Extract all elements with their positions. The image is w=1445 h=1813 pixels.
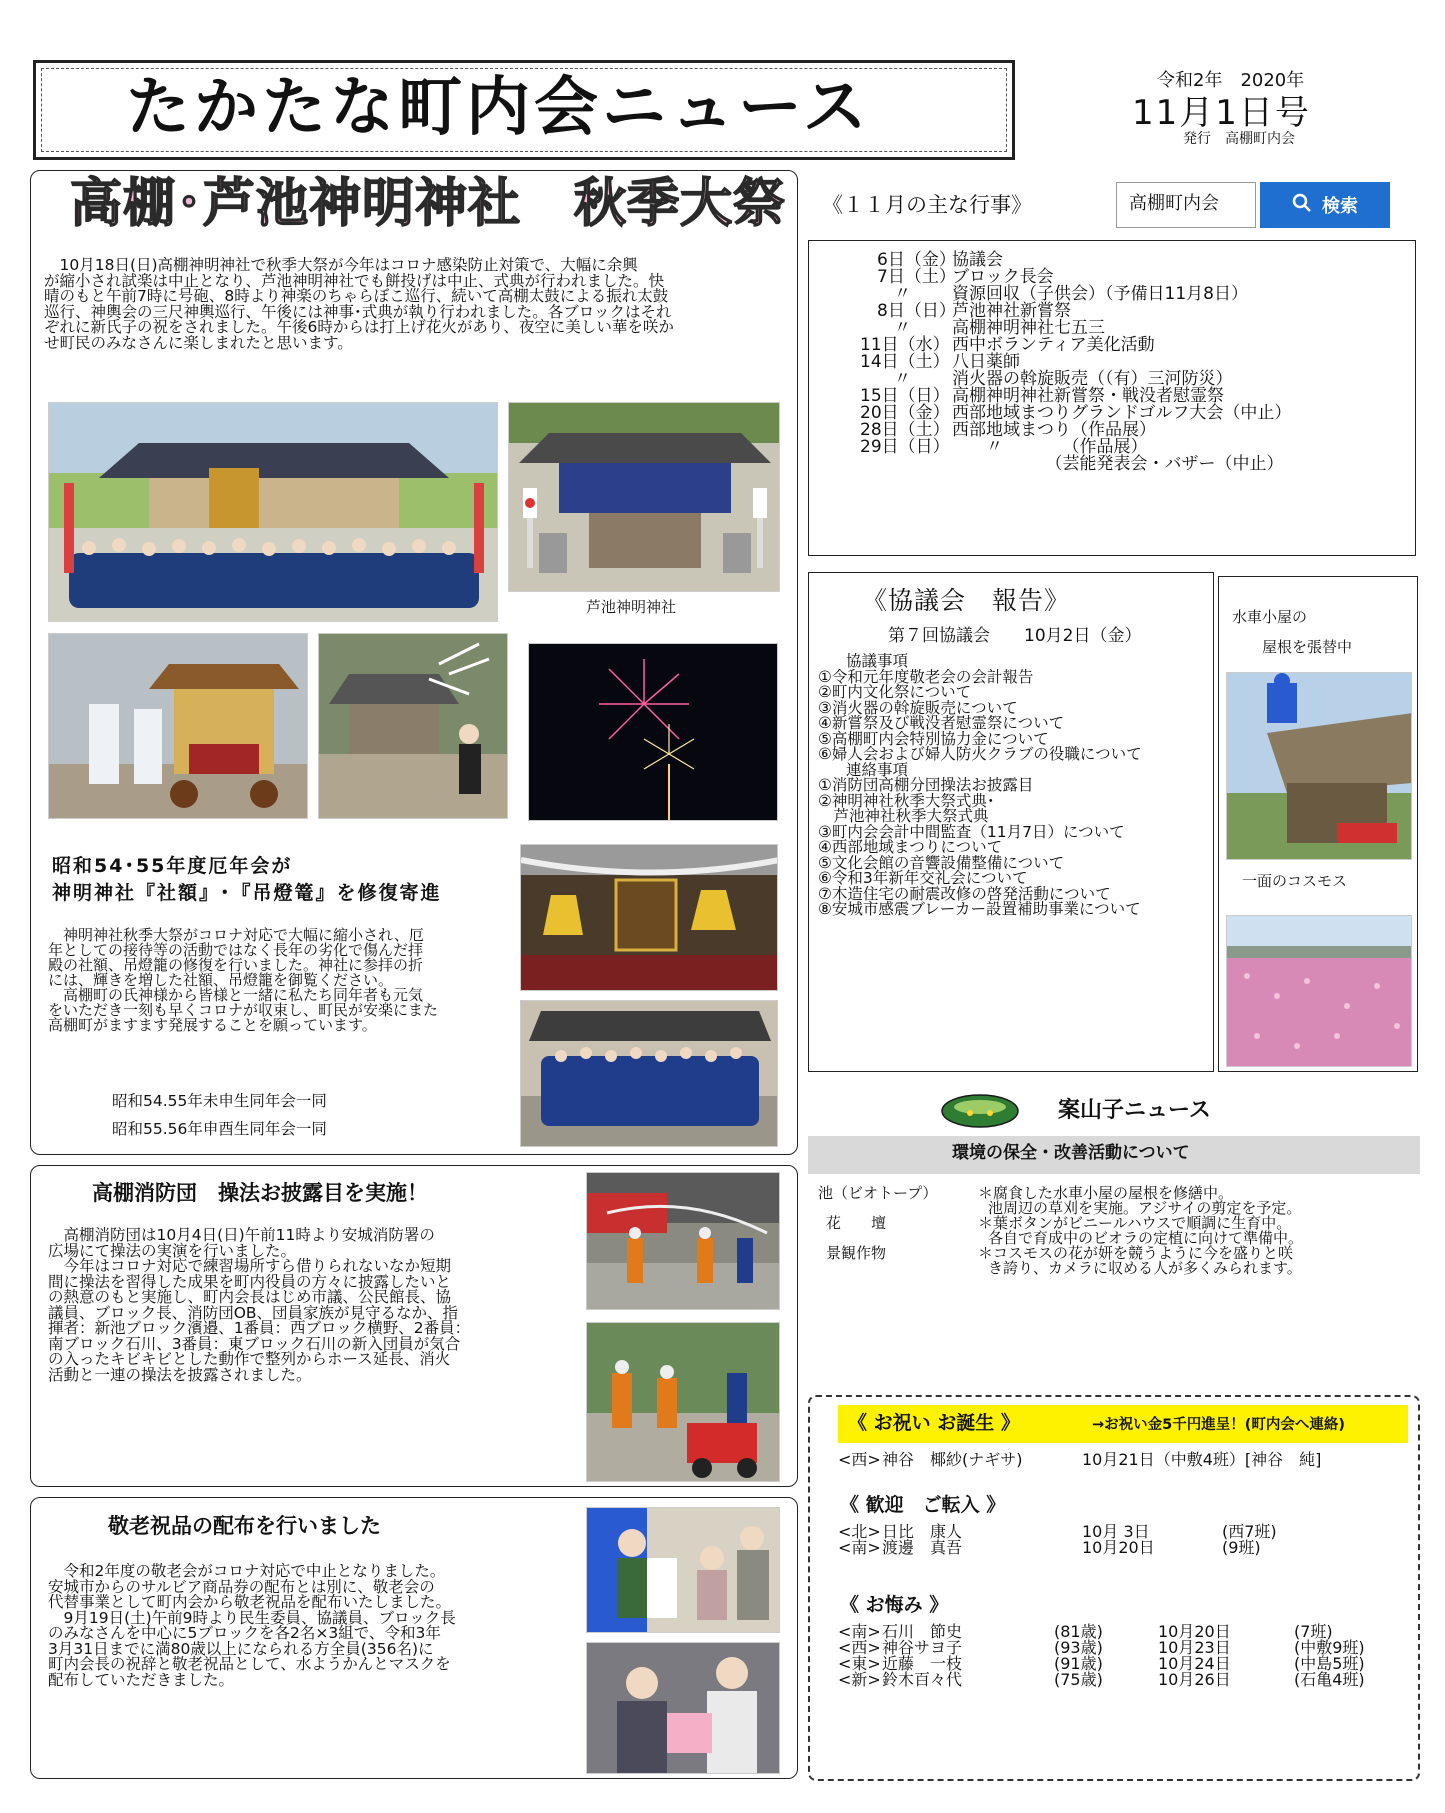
- gift-delivery-photo-1: [586, 1507, 780, 1633]
- fire-drill-photo-1: [586, 1172, 780, 1310]
- event-row: 29日（日） 〃 （作品展）: [860, 437, 1148, 457]
- fire-brigade-body: [48, 1228, 568, 1383]
- fire-text-line: の熱意のもと実施し、町内会長はじめ市議、公民館長、協: [48, 1288, 452, 1306]
- condolence-row: <東>近藤 一枝 (91歳) 10月24日 (中島5班): [838, 1654, 1365, 1673]
- welcome-heading: 《 歓迎 ご転入 》: [840, 1494, 1006, 1516]
- fire-drill-photo-2: [586, 1322, 780, 1482]
- events-list: [860, 252, 1291, 473]
- birth-heading: 《 お祝い お誕生 》: [848, 1412, 1020, 1434]
- scarecrow-news-subtitle: 環境の保全・改善活動について: [952, 1143, 1190, 1163]
- contact-item: ⑥令和3年新年交礼会について: [818, 869, 1028, 887]
- cosmos-caption: 一面のコスモス: [1242, 872, 1348, 890]
- fire-text-line: 間に操法を習得した成果を町内役員の方々に披露したいと: [48, 1272, 452, 1291]
- elderly-text-line: 3月31日までに満80歳以上になられる方全員(356名)に: [48, 1639, 434, 1658]
- waterwheel-caption-1: 水車小屋の: [1232, 608, 1308, 626]
- fire-text-line: 広場にて操法の実演を行いました。: [48, 1241, 297, 1260]
- condolence-list: [838, 1624, 1365, 1688]
- yakudoshi-group-photo: [520, 1000, 778, 1147]
- event-row: 11日（水） 西中ボランティア美化活動: [860, 335, 1155, 355]
- event-row: 6日（金）協議会: [860, 250, 1003, 270]
- restoration-text-line: 殿の社額、吊燈籠の修復を行いました。神社に参拝の折: [48, 956, 424, 974]
- scarecrow-news-row: 池（ビオトープ） ＊腐食した水車小屋の屋根を修繕中。: [818, 1184, 1234, 1202]
- agenda-label: 協議事項: [846, 652, 909, 670]
- event-row: 〃 高棚神明神社七五三: [860, 318, 1105, 338]
- elderly-text-line: のみなさんを中心に5ブロックを各2名×3組で、令和3年: [48, 1624, 441, 1642]
- contact-item: ②神明神社秋季大祭式典･: [818, 791, 995, 810]
- welcome-list: [838, 1524, 1277, 1556]
- agenda-item: ⑤高棚町内会特別協力金について: [818, 729, 1049, 748]
- restoration-text-line: をいただき一刻も早くコロナが収束し、町民が安楽にまた: [48, 1001, 439, 1019]
- fire-text-line: 活動と一連の操法を披露されました。: [48, 1365, 312, 1384]
- condolence-row: <南>石川 節史 (81歳) 10月20日 (7班): [838, 1622, 1333, 1641]
- events-heading: 《１１月の主な行事》: [822, 193, 1032, 217]
- scarecrow-news-row: 花 壇 ＊葉ボタンがビニールハウスで順調に生育中。: [826, 1214, 1292, 1232]
- shrine-photo-caption: 芦池神明神社: [586, 598, 677, 616]
- council-meeting: 第７回協議会 10月2日（金）: [888, 626, 1142, 646]
- agenda-item: ②町内文化祭について: [818, 683, 972, 701]
- gift-delivery-photo-2: [586, 1642, 780, 1774]
- contact-item: ⑧安城市感震ブレーカー設置補助事業について: [818, 900, 1141, 918]
- council-heading: 《協議会 報告》: [862, 586, 1071, 615]
- festival-text-line: ぞれに新氏子の祝をされました。午後6時からは打上げ花火があり、夜空に美しい華を咲か: [44, 318, 674, 336]
- issue-number: 11月1日号: [1132, 93, 1311, 133]
- festival-text-line: が縮小され試楽は中止となり、芦池神明神社でも餅投げは中止、式典が行われました。快: [44, 271, 665, 290]
- event-row: 8日（日）芦池神社新嘗祭: [860, 301, 1071, 321]
- festival-body: [44, 258, 789, 351]
- scarecrow-news-list: [818, 1186, 1303, 1276]
- search-icon: [1292, 193, 1312, 218]
- fire-text-line: の入ったキビキビとした動作で整列からホース延長、消火: [48, 1350, 451, 1368]
- agenda-item: ①令和元年度敬老会の会計報告: [818, 667, 1034, 686]
- restoration-text-line: 高棚町がますます発展することを願っています。: [48, 1016, 377, 1034]
- publisher: 発行 高棚町内会: [1183, 131, 1295, 147]
- fire-text-line: 今年はコロナ対応で練習場所すら借りられないなか短期: [48, 1257, 452, 1275]
- newsletter-title: たかたな町内会ニュース: [126, 71, 871, 145]
- contact-item: ③町内会会計中間監査（11月7日）について: [818, 822, 1125, 841]
- event-row: （芸能発表会・バザー（中止）: [952, 454, 1284, 474]
- waterwheel-caption-2: 屋根を張替中: [1262, 638, 1353, 656]
- event-row: 28日（土） 西部地域まつり（作品展）: [860, 420, 1156, 440]
- event-row: 〃 資源回収（子供会）（予備日11月8日）: [860, 284, 1248, 304]
- event-row: 20日（金） 西部地域まつりグランドゴルフ大会（中止）: [860, 403, 1292, 423]
- search-input[interactable]: 高棚町内会: [1116, 182, 1256, 228]
- restoration-signature-1: 昭和54.55年未申生同年会一同: [112, 1092, 327, 1110]
- restoration-signature-2: 昭和55.56年申酉生同年会一同: [112, 1120, 327, 1138]
- fire-text-line: 南ブロック石川、3番員：東ブロック石川の新入団員が気合: [48, 1334, 461, 1353]
- scarecrow-news-title: 案山子ニュース: [1058, 1098, 1211, 1123]
- restoration-text-line: 高棚町の氏神様から皆様と一緒に私たち同年者も元気: [48, 986, 424, 1004]
- elderly-text-line: 代替事業として町内会から敬老祝品を配布いたしました。: [48, 1593, 452, 1611]
- masthead-frame: [33, 60, 1015, 160]
- event-row: 〃 消火器の斡旋販売（（有）三河防災）: [860, 369, 1233, 389]
- scarecrow-logo: [940, 1093, 1020, 1129]
- contact-item: 芦池神社秋季大祭式典: [818, 807, 989, 825]
- restoration-heading-2: 神明神社『社額』･『吊燈篭』を修復寄進: [52, 882, 442, 904]
- agenda-item: ④新嘗祭及び戦没者慰霊祭について: [818, 714, 1065, 732]
- festival-title: 高棚･芦池神明神社 秋季大祭: [70, 174, 787, 234]
- shrine-plaque-photo: [520, 844, 778, 991]
- condolence-row: <西>神谷サヨ子 (93歳) 10月23日 (中敷9班): [838, 1638, 1365, 1657]
- council-list: [818, 654, 1142, 918]
- restoration-heading-1: 昭和54･55年度厄年会が: [52, 855, 293, 877]
- restoration-body: [48, 928, 518, 1033]
- contact-item: ④西部地域まつりについて: [818, 838, 1003, 856]
- elderly-gift-title: 敬老祝品の配布を行いました: [108, 1514, 381, 1538]
- search-button[interactable]: [1260, 182, 1390, 228]
- scarecrow-news-row: 景観作物 ＊コスモスの花が妍を競うように今を盛りと咲: [826, 1244, 1294, 1262]
- agenda-item: ⑥婦人会および婦人防火クラブの役職について: [818, 745, 1142, 763]
- birth-row: <西>神谷 椰紗(ナギサ) 10月21日（中敷4班）[神谷 純]: [838, 1450, 1322, 1469]
- fireworks-photo: [528, 643, 778, 821]
- festival-text-line: 10月18日(日)高棚神明神社で秋季大祭が今年はコロナ感染防止対策で、大幅に余興: [44, 256, 638, 274]
- elderly-text-line: 安城市からのサルビア商品券の配布とは別に、敬老会の: [48, 1577, 435, 1596]
- elderly-text-line: 9月19日(土)午前9時より民生委員、協議員、ブロック長: [48, 1608, 456, 1627]
- scarecrow-news-row: き誇り、カメラに収める人が多くみられます。: [988, 1259, 1302, 1277]
- festival-text-line: 巡行、神輿会の三尺神輿巡行、午後には神事･式典が執り行われました。各ブロックはそれ: [44, 302, 672, 321]
- event-row: 14日（土） 八日薬師: [860, 352, 1020, 372]
- event-row: 7日（土）ブロック長会: [860, 267, 1054, 287]
- issue-era-date: 令和2年 2020年: [1157, 70, 1305, 91]
- contact-label: 連絡事項: [846, 760, 909, 779]
- fire-brigade-title: 高棚消防団 操法お披露目を実施！: [92, 1181, 428, 1205]
- restoration-text-line: には、輝きを増した社額、吊燈籠を御覧ください。: [48, 971, 394, 989]
- elderly-gift-body: [48, 1564, 568, 1688]
- waterwheel-roof-photo: [1226, 672, 1412, 860]
- fire-text-line: 揮者：新池ブロック濱邉、1番員：西ブロック横野、2番員：: [48, 1319, 471, 1337]
- event-row: 15日（日） 高棚神明神社新嘗祭・戦没者慰霊祭: [860, 386, 1224, 406]
- welcome-row: <南>渡邊 真吾 10月20日 (9班): [838, 1538, 1261, 1557]
- fire-text-line: 議員、ブロック長、消防団OB、団員家族が見守るなか、指: [48, 1303, 459, 1322]
- scarecrow-news-row: 各自で育成中のビオラの定植に向けて準備中。: [988, 1229, 1304, 1247]
- contact-item: ⑦木造住宅の耐震改修の啓発活動について: [818, 884, 1111, 903]
- restoration-text-line: 年としての接待等の活動ではなく長年の劣化で傷んだ拝: [48, 941, 424, 959]
- birth-note: →お祝い金5千円進呈！(町内会へ連絡): [1092, 1417, 1345, 1433]
- chara-boko-photo: [318, 633, 508, 819]
- elderly-text-line: 配布していただきました。: [48, 1670, 235, 1689]
- condolence-row: <新>鈴木百々代 (75歳) 10月26日 (石亀4班): [838, 1670, 1365, 1689]
- cosmos-field-photo: [1226, 915, 1412, 1067]
- mikoshi-photo: [48, 633, 308, 819]
- scarecrow-news-row: 池周辺の草刈を実施。アジサイの剪定を予定。: [988, 1199, 1302, 1217]
- elderly-text-line: 町内会長の祝辞と敬老祝品として、水ようかんとマスクを: [48, 1655, 451, 1673]
- fire-text-line: 高棚消防団は10月4日(日)午前11時より安城消防署の: [48, 1226, 435, 1244]
- ashiike-shrine-photo: [508, 402, 780, 592]
- contact-item: ⑤文化会館の音響設備整備について: [818, 853, 1065, 872]
- condolence-heading: 《 お悔み 》: [840, 1594, 949, 1616]
- agenda-item: ③消火器の斡旋販売について: [818, 698, 1018, 717]
- restoration-text-line: 神明神社秋季大祭がコロナ対応で大幅に縮小され、厄: [48, 926, 424, 944]
- welcome-row: <北>日比 康人 10月 3日 (西7班): [838, 1522, 1277, 1541]
- festival-group-photo: [48, 402, 498, 622]
- festival-text-line: 晴のもと午前7時に号砲、8時より神楽のちゃらぼこ巡行、続いて高棚太鼓による振れ太鼓: [44, 287, 669, 305]
- search-button-label: 検索: [1322, 196, 1358, 217]
- elderly-text-line: 令和2年度の敬老会がコロナ対応で中止となりました。: [48, 1562, 446, 1580]
- festival-text-line: せ町民のみなさんに楽しまれたと思います。: [44, 333, 353, 352]
- contact-item: ①消防団高棚分団操法お披露目: [818, 776, 1034, 794]
